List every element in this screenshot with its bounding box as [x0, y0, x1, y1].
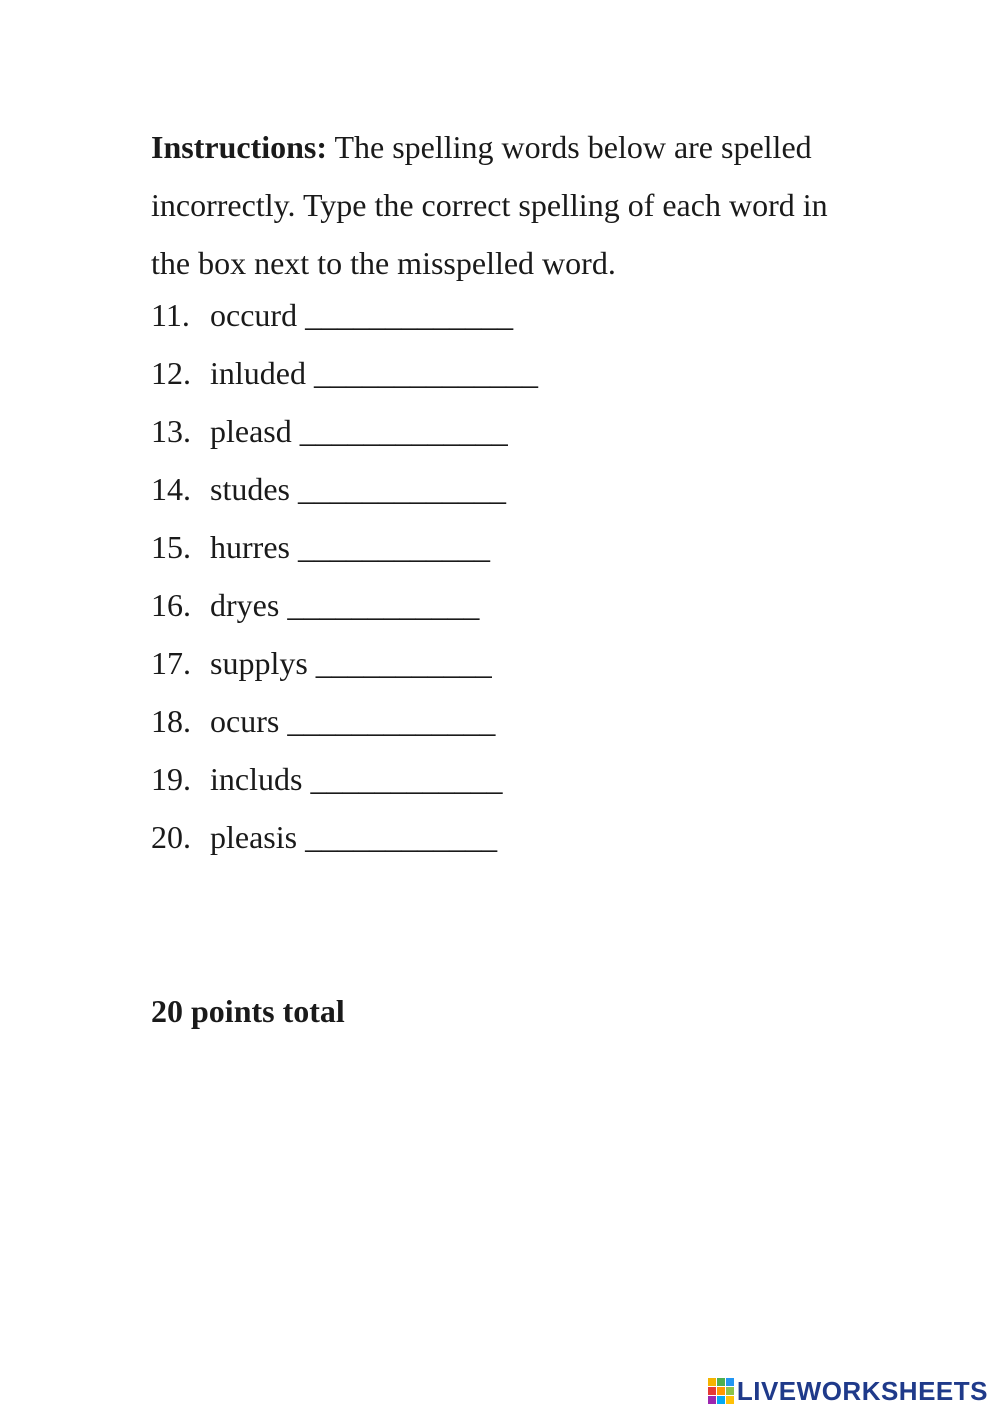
- misspelled-word: includs: [210, 761, 303, 797]
- misspelled-word-list: [151, 292, 538, 872]
- word-item: [151, 698, 538, 756]
- answer-blank[interactable]: ____________: [310, 761, 503, 797]
- word-number: 12.: [151, 355, 191, 391]
- points-total: 20 points total: [151, 993, 345, 1029]
- liveworksheets-logo-icon: [708, 1378, 734, 1404]
- misspelled-word: hurres: [210, 529, 290, 565]
- word-number: 14.: [151, 471, 191, 507]
- answer-blank[interactable]: _____________: [287, 703, 496, 739]
- misspelled-word: occurd: [210, 297, 298, 333]
- word-item: [151, 640, 538, 698]
- word-item: [151, 814, 538, 872]
- misspelled-word: pleasis: [210, 819, 298, 855]
- misspelled-word: dryes: [210, 587, 280, 623]
- word-item: [151, 524, 538, 582]
- liveworksheets-brand[interactable]: [708, 1374, 988, 1408]
- word-number: 17.: [151, 645, 191, 681]
- answer-blank[interactable]: ____________: [287, 587, 480, 623]
- answer-blank[interactable]: _____________: [298, 471, 506, 507]
- misspelled-word: supplys: [210, 645, 308, 681]
- word-number: 15.: [151, 529, 191, 565]
- answer-blank[interactable]: _____________: [305, 297, 514, 333]
- misspelled-word: inluded: [210, 355, 306, 391]
- word-number: 19.: [151, 761, 191, 797]
- answer-blank[interactable]: ____________: [297, 529, 490, 565]
- answer-blank[interactable]: _____________: [299, 413, 508, 449]
- instructions-text: The spelling words below are spelled incorrectly. Type the correct spelling of each word in the box next to the misspelled word.: [151, 129, 828, 281]
- misspelled-word: studes: [210, 471, 290, 507]
- instructions-lead: Instructions:: [151, 129, 328, 165]
- word-item: [151, 408, 538, 466]
- word-item: [151, 756, 538, 814]
- answer-blank[interactable]: ____________: [305, 819, 498, 855]
- instructions-paragraph: [151, 118, 871, 292]
- word-number: 13.: [151, 413, 191, 449]
- word-number: 20.: [151, 819, 191, 855]
- word-item: [151, 350, 538, 408]
- word-item: [151, 292, 538, 350]
- answer-blank[interactable]: ___________: [315, 645, 492, 681]
- word-number: 11.: [151, 297, 190, 333]
- word-item: [151, 582, 538, 640]
- misspelled-word: pleasd: [210, 413, 292, 449]
- word-number: 16.: [151, 587, 191, 623]
- word-number: 18.: [151, 703, 191, 739]
- answer-blank[interactable]: ______________: [313, 355, 538, 391]
- misspelled-word: ocurs: [210, 703, 280, 739]
- word-item: [151, 466, 538, 524]
- brand-name: LIVEWORKSHEETS: [736, 1375, 988, 1406]
